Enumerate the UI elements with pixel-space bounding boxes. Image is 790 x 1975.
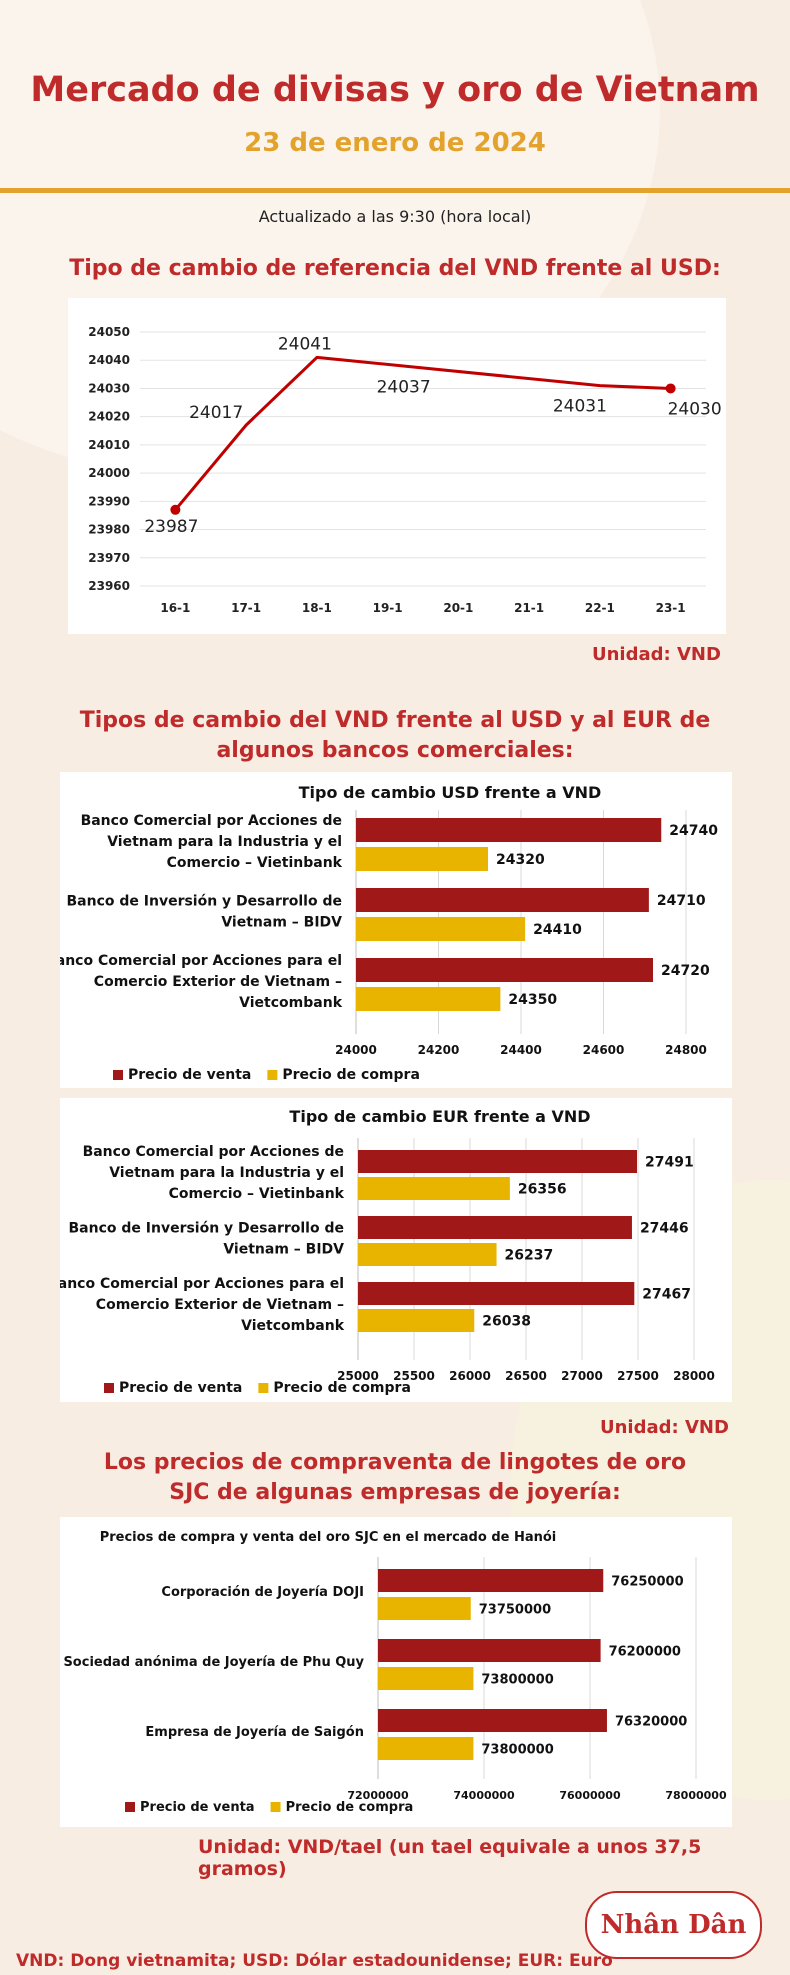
x-tick-label: 22-1 [584, 601, 615, 615]
bar [378, 1737, 473, 1760]
x-tick-label: 26000 [449, 1369, 491, 1383]
data-label: 73800000 [481, 1672, 554, 1688]
legend-label: Precio de venta [128, 1067, 252, 1083]
data-label: 27467 [642, 1286, 692, 1303]
bar [356, 818, 661, 842]
data-label: 24410 [533, 922, 582, 938]
category-label: Banco de Inversión y Desarrollo de [68, 1220, 344, 1237]
category-label: Sociedad anónima de Joyería de Phu Quy [63, 1655, 364, 1670]
category-label: Comercio Exterior de Vietnam – [93, 974, 342, 990]
category-label: Banco Comercial por Acciones de [80, 813, 342, 829]
y-tick-label: 24050 [88, 325, 130, 339]
bar [378, 1667, 473, 1690]
y-tick-label: 24020 [88, 409, 130, 424]
bar [356, 917, 525, 941]
x-tick-label: 17-1 [231, 601, 262, 615]
category-label: Corporación de Joyería DOJI [161, 1585, 364, 1600]
data-label: 26237 [504, 1247, 554, 1264]
data-label: 73750000 [478, 1602, 552, 1618]
x-tick-label: 24400 [500, 1043, 542, 1057]
section-title-line: Tipos de cambio del VND frente al USD y al EUR de [79, 708, 711, 733]
bar [358, 1177, 510, 1200]
section-title-reference-rate: Tipo de cambio de referencia del VND frente al USD: [69, 256, 721, 281]
bar [378, 1709, 607, 1732]
divider [0, 188, 790, 193]
page-date: 23 de enero de 2024 [244, 128, 546, 158]
data-label: 24037 [376, 377, 431, 398]
section-title-line: algunos bancos comerciales: [216, 738, 574, 763]
legend-label: Precio de compra [282, 1067, 420, 1083]
category-label: Banco Comercial por Acciones para el [60, 1276, 344, 1292]
x-tick-label: 19-1 [372, 601, 403, 615]
y-tick-label: 24040 [88, 353, 130, 368]
data-label: 24030 [667, 399, 722, 420]
y-tick-label: 24000 [88, 466, 130, 481]
legend-swatch [267, 1070, 277, 1080]
data-label: 27446 [639, 1220, 689, 1237]
bar [358, 1150, 637, 1173]
bar [358, 1216, 632, 1239]
data-point [170, 505, 180, 515]
x-tick-label: 24800 [665, 1043, 707, 1057]
legend-swatch [125, 1802, 135, 1812]
x-tick-label: 26500 [505, 1369, 547, 1383]
line-chart-panel [68, 298, 726, 634]
data-point [666, 383, 676, 393]
bar [356, 888, 649, 912]
section-title-line: Los precios de compraventa de lingotes de oro [103, 1450, 687, 1475]
y-tick-label: 24010 [88, 437, 130, 452]
data-label: 76200000 [608, 1644, 681, 1660]
legend-label: Precio de venta [140, 1800, 255, 1815]
category-label: Vietcombank [241, 1318, 344, 1334]
legend-swatch [113, 1070, 123, 1080]
x-tick-label: 18-1 [301, 601, 332, 615]
bar [356, 847, 488, 871]
chart-title: Tipo de cambio USD frente a VND [298, 783, 602, 802]
x-tick-label: 24600 [582, 1043, 625, 1057]
x-tick-label: 74000000 [453, 1789, 515, 1802]
legend-swatch [271, 1802, 281, 1812]
gold-bar-chart [60, 1517, 732, 1827]
x-tick-label: 24200 [417, 1043, 460, 1057]
x-tick-label: 16-1 [160, 601, 191, 615]
category-label: Vietcombank [239, 995, 342, 1011]
usd-bar-chart-panel [60, 772, 732, 1088]
data-label: 24350 [508, 992, 558, 1008]
legend-label: Precio de venta [119, 1380, 243, 1396]
category-label: Banco Comercial por Acciones para el [60, 953, 342, 969]
eur-bar-chart-panel [60, 1098, 732, 1402]
data-label: 76250000 [611, 1574, 684, 1590]
category-label: Comercio – Vietinbank [166, 855, 342, 871]
bar [378, 1597, 471, 1620]
x-tick-label: 20-1 [443, 601, 474, 615]
section2-unit: Unidad: VND [600, 1417, 729, 1438]
x-tick-label: 27500 [617, 1369, 659, 1383]
category-label: Comercio Exterior de Vietnam – [95, 1297, 344, 1313]
data-label: 24710 [656, 893, 706, 909]
nhan-dan-logo: Nhân Dân [585, 1891, 762, 1959]
data-label: 24720 [661, 963, 710, 979]
y-tick-label: 23970 [88, 550, 130, 565]
updated-note: Actualizado a las 9:30 (hora local) [258, 207, 532, 226]
bar [358, 1309, 474, 1332]
x-tick-label: 25500 [393, 1369, 435, 1383]
data-label: 26038 [482, 1313, 531, 1330]
legend-label: Precio de compra [273, 1380, 411, 1396]
data-label: 24031 [552, 396, 607, 417]
y-tick-label: 23980 [88, 522, 130, 537]
legend-swatch [258, 1383, 268, 1393]
bar [358, 1282, 634, 1305]
data-label: 26356 [517, 1181, 567, 1198]
line-chart [68, 298, 726, 634]
category-label: Vietnam – BIDV [221, 914, 342, 931]
data-label: 73800000 [481, 1742, 554, 1758]
data-label: 24320 [496, 852, 545, 868]
y-tick-label: 23990 [88, 494, 130, 509]
category-label: Comercio – Vietinbank [168, 1186, 344, 1202]
bar [378, 1569, 603, 1592]
section-title-bank-rates [0, 706, 790, 766]
x-tick-label: 78000000 [665, 1789, 727, 1802]
x-tick-label: 27000 [561, 1369, 603, 1383]
gold-bar-chart-panel [60, 1517, 732, 1827]
category-label: Banco Comercial por Acciones de [82, 1144, 344, 1160]
page-title: Mercado de divisas y oro de Vietnam [30, 70, 760, 110]
section1-unit: Unidad: VND [592, 644, 721, 665]
eur-bar-chart [60, 1098, 732, 1402]
y-tick-label: 24030 [88, 381, 130, 396]
section-title-line: SJC de algunas empresas de joyería: [169, 1480, 621, 1505]
x-tick-label: 23-1 [655, 601, 686, 615]
category-label: Vietnam – BIDV [223, 1241, 344, 1258]
bar [356, 958, 653, 982]
x-tick-label: 24000 [335, 1043, 377, 1057]
data-label: 76320000 [614, 1714, 688, 1730]
chart-title: Precios de compra y venta del oro SJC en el mercado de Hanói [99, 1530, 557, 1545]
x-tick-label: 21-1 [514, 601, 545, 615]
data-label: 23987 [144, 516, 199, 537]
data-label: 27491 [644, 1154, 694, 1171]
usd-bar-chart [60, 772, 732, 1088]
x-tick-label: 76000000 [559, 1789, 621, 1802]
legend-swatch [104, 1383, 114, 1393]
x-tick-label: 72000000 [347, 1789, 409, 1802]
bar [356, 987, 500, 1011]
category-label: Vietnam para la Industria y el [107, 834, 342, 850]
data-label: 24740 [669, 823, 718, 839]
category-label: Banco de Inversión y Desarrollo de [66, 893, 342, 910]
data-label: 24017 [189, 403, 244, 424]
footer-legend: VND: Dong vietnamita; USD: Dólar estadounidense; EUR: Euro [16, 1951, 613, 1971]
legend-label: Precio de compra [285, 1800, 414, 1815]
chart-title: Tipo de cambio EUR frente a VND [289, 1107, 591, 1126]
x-tick-label: 28000 [673, 1369, 715, 1383]
x-tick-label: 25000 [337, 1369, 379, 1383]
bar [358, 1243, 497, 1266]
bar [378, 1639, 601, 1662]
section-title-gold [0, 1448, 790, 1508]
category-label: Vietnam para la Industria y el [109, 1165, 344, 1181]
data-label: 24041 [277, 334, 332, 355]
section3-unit: Unidad: VND/tael (un tael equivale a unos 37,5 gramos) [198, 1836, 702, 1880]
y-tick-label: 23960 [88, 579, 130, 593]
category-label: Empresa de Joyería de Saigón [145, 1725, 364, 1740]
